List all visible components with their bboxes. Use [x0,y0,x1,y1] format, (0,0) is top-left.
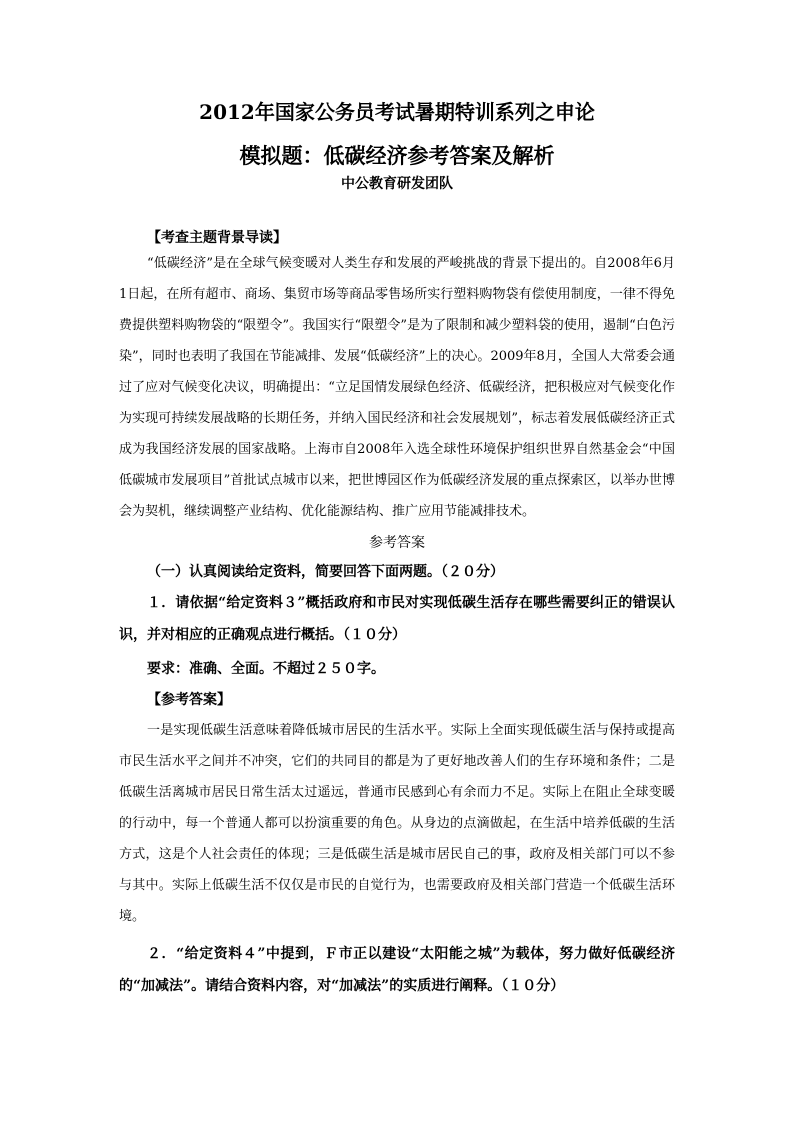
question-one: １．请依据“给定资料３”概括政府和市民对实现低碳生活存在哪些需要纠正的错误认识，并对相应的正确观点进行概括。（１０分） [119,595,675,643]
background-paragraph: “低碳经济”是在全球气候变暖对人类生存和发展的严峻挑战的背景下提出的。自2008年6月1日起，在所有超市、商场、集贸市场等商品零售场所实行塑料购物袋有偿使用制度，一律不得免费提供塑料购物袋的“限塑令”。我国实行“限塑令”是为了限制和减少塑料袋的使用，遏制“白色污染”，同时也表明了我国在节能减排、发展“低碳经济”上的决心。2009年8月，全国人大常委会通过了应对气候变化决议，明确提出：“立足国情发展绿色经济、低碳经济，把积极应对气候变化作为实现可持续发展战略的长期任务，并纳入国民经济和社会发展规划”，标志着发展低碳经济正式成为我国经济发展的国家战略。上海市自2008年入选全球性环境保护组织世界自然基金会“中国低碳城市发展项目”首批试点城市以来，把世博园区作为低碳经济发展的重点探索区，以举办世博会为契机，继续调整产业结构、优化能源结构、推广应用节能减排技术。 [119,256,675,519]
answers-heading: 参考答案 [369,535,425,551]
document-page [119,98,675,1002]
reference-answer-paragraph: 一是实现低碳生活意味着降低城市居民的生活水平。实际上全面实现低碳生活与保持或提高市民生活水平之间并不冲突，它们的共同目的都是为了更好地改善人们的生存环境和条件；二是低碳生活离城市居民日常生活太过遥远，普通市民感到心有余而力不足。实际上在阻止全球变暖的行动中，每一个普通人都可以扮演重要的角色。从身边的点滴做起，在生活中培养低碳的生活方式，这是个人社会责任的体现；三是低碳生活是城市居民自己的事，政府及相关部门可以不参与其中。实际上低碳生活不仅仅是市民的自觉行为，也需要政府及相关部门营造一个低碳生活环境。 [119,723,675,924]
author-line: 中公教育研发团队 [341,176,453,192]
question-one-requirement: 要求：准确、全面。不超过２５０字。 [147,661,385,677]
document-title: 2012年国家公务员考试暑期特训系列之申论 [199,100,595,124]
document-subtitle: 模拟题：低碳经济参考答案及解析 [239,143,555,168]
part-one-instruction: （一）认真阅读给定资料，简要回答下面两题。（２０分） [147,564,504,580]
question-two: ２．“给定资料４”中提到，Ｆ市正以建设“太阳能之城”为载体，努力做好低碳经济的“加减法”。请结合资料内容，对“加减法”的实质进行阐释。（１０分） [119,946,675,994]
reference-answer-heading: 【参考答案】 [147,692,231,708]
background-heading: 【考查主题背景导读】 [147,230,287,246]
